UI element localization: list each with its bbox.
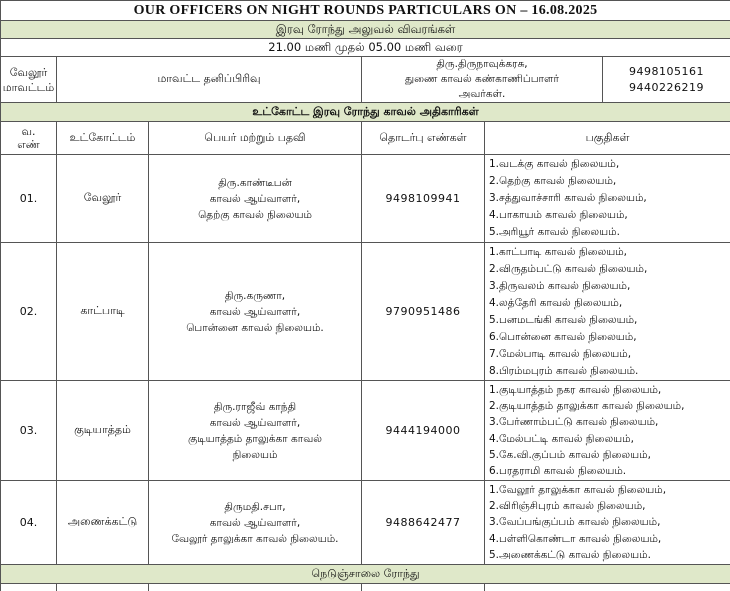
table-row: [1, 481, 730, 565]
row-officer: திருமதி.சபா, காவல் ஆய்வாளர், வேலூர் தாலுக்கா காவல் நிலையம்.: [149, 481, 362, 565]
footer-section-row: [1, 565, 730, 584]
area-item: 2.தெற்கு காவல் நிலையம்,: [489, 175, 617, 187]
area-item: 4.பள்ளிகொண்டா காவல் நிலையம்,: [489, 532, 662, 545]
area-item: 3.வேப்பங்குப்பம் காவல் நிலையம்,: [489, 516, 661, 529]
row-phone: 9498109941: [362, 155, 485, 243]
district-officer: திரு.திருநாவுக்கரசு, துணை காவல் கண்காணிப்பாளர் அவர்கள்.: [362, 57, 603, 103]
area-item: 1.வேலூர் தாலுக்கா காவல் நிலையம்,: [489, 483, 667, 496]
column-header-row: [1, 122, 730, 155]
col-sno-header: வ. எண்: [1, 122, 57, 155]
row-subdivision: காட்பாடி: [57, 243, 149, 381]
area-item: 8.பிரம்மபுரம் காவல் நிலையம்.: [489, 364, 639, 377]
area-item: 1.காட்பாடி காவல் நிலையம்,: [489, 245, 628, 258]
table-row: [1, 243, 730, 381]
row-officer: திரு.ராஜீவ் காந்தி காவல் ஆய்வாளர், குடியாத்தம் தாலுக்கா காவல் நிலையம்: [149, 381, 362, 481]
area-item: 2.விருதம்பட்டு காவல் நிலையம்,: [489, 262, 648, 275]
row-sno: 01.: [1, 155, 57, 243]
area-item: 5.பனமடங்கி காவல் நிலையம்,: [489, 313, 638, 326]
area-item: 5.கே.வி.குப்பம் காவல் நிலையம்,: [489, 448, 651, 461]
row-sno: 03.: [1, 381, 57, 481]
area-item: 4.லத்தேரி காவல் நிலையம்,: [489, 296, 623, 309]
row-phone: 9444194000: [362, 381, 485, 481]
row-subdivision: வேலூர்: [57, 155, 149, 243]
area-item: 1.வடக்கு காவல் நிலையம்,: [489, 158, 620, 170]
district-unit: மாவட்ட தனிப்பிரிவு: [57, 57, 362, 103]
footer-section-title: நெடுஞ்சாலை ரோந்து: [1, 565, 730, 584]
area-item: 2.விரிஞ்சிபுரம் காவல் நிலையம்,: [489, 500, 646, 513]
area-item: 7.மேல்பாடி காவல் நிலையம்,: [489, 347, 632, 360]
subtitle-row: [1, 21, 730, 39]
time-range: 21.00 மணி முதல் 05.00 மணி வரை: [1, 39, 730, 57]
area-item: 5.அரியூர் காவல் நிலையம்.: [489, 226, 620, 238]
table-row-partial: [1, 584, 730, 591]
area-item: 6.பொன்னை காவல் நிலையம்,: [489, 330, 637, 343]
area-item: 6.பரதராமி காவல் நிலையம்.: [489, 465, 627, 478]
area-item: 3.சத்துவாச்சாரி காவல் நிலையம்,: [489, 192, 647, 204]
row-areas: [485, 381, 730, 481]
district-label: வேலூர் மாவட்டம்: [1, 57, 57, 103]
row-officer: திரு.கருணா, காவல் ஆய்வாளர், பொன்னை காவல் நிலையம்.: [149, 243, 362, 381]
time-row: [1, 39, 730, 57]
area-item: 3.திருவலம் காவல் நிலையம்,: [489, 279, 631, 292]
row-areas: [485, 155, 730, 243]
page-title: OUR OFFICERS ON NIGHT ROUNDS PARTICULARS ON – 16.08.2025: [1, 1, 730, 21]
row-subdivision: அணைக்கட்டு: [57, 481, 149, 565]
row-sno: 02.: [1, 243, 57, 381]
page-subtitle: இரவு ரோந்து அலுவல் விவரங்கள்: [1, 21, 730, 39]
table-row: [1, 381, 730, 481]
row-subdivision: குடியாத்தம்: [57, 381, 149, 481]
area-item: 1.குடியாத்தம் நகர காவல் நிலையம்,: [489, 383, 662, 396]
section-title: உட்கோட்ட இரவு ரோந்து காவல் அதிகாரிகள்: [1, 103, 730, 122]
area-item: 5.அணைக்கட்டு காவல் நிலையம்.: [489, 548, 651, 561]
row-sno: 04.: [1, 481, 57, 565]
col-subdivision-header: உட்கோட்டம்: [57, 122, 149, 155]
row-areas: [485, 481, 730, 565]
area-item: 4.மேல்பட்டி காவல் நிலையம்,: [489, 432, 634, 445]
area-item: 4.பாகாயம் காவல் நிலையம்,: [489, 209, 628, 221]
section-title-row: [1, 103, 730, 122]
col-areas-header: பகுதிகள்: [485, 122, 730, 155]
col-name-header: பெயர் மற்றும் பதவி: [149, 122, 362, 155]
col-contact-header: தொடர்பு எண்கள்: [362, 122, 485, 155]
table-row: [1, 155, 730, 243]
district-row: [1, 57, 730, 103]
row-areas: [485, 243, 730, 381]
area-item: 2.குடியாத்தம் தாலுக்கா காவல் நிலையம்,: [489, 399, 685, 412]
area-item: 3.பேர்ணாம்பட்டு காவல் நிலையம்,: [489, 416, 659, 429]
district-phones: 9498105161 9440226219: [603, 57, 730, 103]
title-row: [1, 1, 730, 21]
row-phone: 9790951486: [362, 243, 485, 381]
row-officer: திரு.காண்டீபன் காவல் ஆய்வாளர், தெற்கு காவல் நிலையம்: [149, 155, 362, 243]
row-phone: 9488642477: [362, 481, 485, 565]
